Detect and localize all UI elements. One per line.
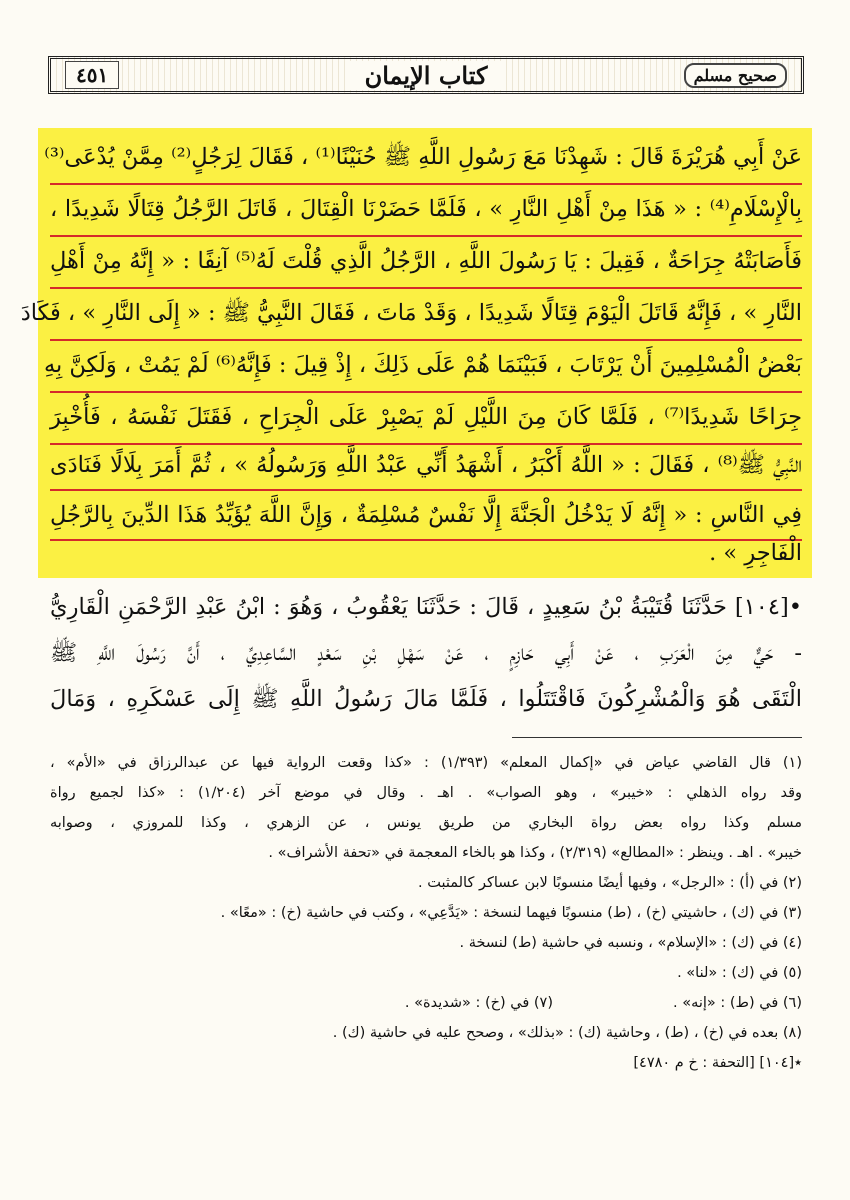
footnote-1-line: وقد رواه الذهلي : «خيبر» ، وهو الصواب» . اهـ . وقال في موضع آخر (١/٢٠٤) : «كذا لجميع رواة	[50, 785, 803, 801]
hadith-line: فِي النَّاسِ : « إِنَّهُ لَا يَدْخُلُ الْجَنَّةَ إِلَّا نَفْسٌ مُسْلِمَةٌ ، وَإِنَّ اللَّهَ يُؤَيِّدُ هَذَا الدِّينَ بِالرَّجُلِ	[50, 491, 802, 541]
footnote-3: (٣) في (ك) ، حاشيتي (خ) ، (ط) منسوبًا فيهما لنسخة : «يَدَّعِي» ، وكتب في حاشية (خ) : «معًا» .	[220, 905, 802, 921]
page-header	[48, 56, 804, 94]
footnote-2: (٢) في (أ) : «الرجل» ، وفيها أيضًا منسوبًا لابن عساكر كالمثبت .	[418, 875, 802, 891]
footnote-5: (٥) في (ك) : «لنا» .	[677, 965, 802, 981]
footnote-1-line: خيبر» . اهـ . وينظر : «المطالع» (٢/٣١٩) ، وكذا هو بالخاء المعجمة في «تحفة الأشراف» .	[268, 845, 802, 861]
footnote-4: (٤) في (ك) : «الإسلام» ، ونسبه في حاشية (ط) لنسخة .	[459, 935, 802, 951]
hadith-line: عَنْ أَبِي هُرَيْرَةَ قَالَ : شَهِدْنَا مَعَ رَسُولِ اللَّهِ ﷺ حُنَيْنًا⁽¹⁾ ، فَقَالَ لِرَجُلٍ⁽²⁾ مِمَّنْ يُدْعَى⁽³⁾	[50, 131, 802, 185]
hadith-line: بَعْضُ الْمُسْلِمِينَ أَنْ يَرْتَابَ ، فَبَيْنَمَا هُمْ عَلَى ذَلِكَ ، إِذْ قِيلَ : فَإِنَّهُ⁽⁶⁾ لَمْ يَمُتْ ، وَلَكِنَّ بِهِ	[50, 339, 802, 393]
narration-line: •[١٠٤] حَدَّثَنَا قُتَيْبَةُ بْنُ سَعِيدٍ ، قَالَ : حَدَّثَنَا يَعْقُوبُ ، وَهُوَ : ابْنُ عَبْدِ الرَّحْمَنِ الْقَارِيُّ	[50, 594, 802, 620]
hadith-line: النَّبِيُّ ﷺ⁽⁸⁾ ، فَقَالَ : « اللَّهُ أَكْبَرُ ، أَشْهَدُ أَنِّي عَبْدُ اللَّهِ وَرَسُولُهُ » ، ثُمَّ أَمَرَ بِلَالًا فَنَادَى	[50, 441, 802, 491]
hadith-line: جِرَاحًا شَدِيدًا⁽⁷⁾ ، فَلَمَّا كَانَ مِنَ اللَّيْلِ لَمْ يَصْبِرْ عَلَى الْجِرَاحِ ، فَقَتَلَ نَفْسَهُ ، فَأُخْبِرَ	[50, 391, 802, 445]
footnote-7: (٧) في (خ) : «شديدة» .	[404, 995, 553, 1011]
hadith-line: بِالْإِسْلَامِ⁽⁴⁾ : « هَذَا مِنْ أَهْلِ النَّارِ » ، فَلَمَّا حَضَرْنَا الْقِتَالَ ، قَاتَلَ الرَّجُلُ قِتَالًا شَدِيدًا ،	[50, 183, 802, 237]
book-badge: صحيح مسلم	[684, 63, 787, 88]
footnote-row-6-7	[50, 989, 802, 1017]
footnote-1-line: (١) قال القاضي عياض في «إكمال المعلم» (١/٣٩٣) : «كذا وقعت الرواية فيها عن عبدالرزاق في «الأم» ،	[50, 755, 802, 771]
hadith-line: الْفَاجِرِ » .	[709, 540, 802, 566]
hadith-line: النَّارِ » ، فَإِنَّهُ قَاتَلَ الْيَوْمَ قِتَالًا شَدِيدًا ، وَقَدْ مَاتَ ، فَقَالَ النَّبِيُّ ﷺ : « إِلَى النَّارِ » ، فَكَادَ	[50, 287, 802, 341]
footnote-divider	[512, 737, 802, 738]
narration-line: الْتَقَى هُوَ وَالْمُشْرِكُونَ فَاقْتَتَلُوا ، فَلَمَّا مَالَ رَسُولُ اللَّهِ ﷺ إِلَى عَسْكَرِهِ ، وَمَالَ	[50, 686, 802, 712]
tuhfa-reference: ٭[١٠٤] [التحفة : خ م ٤٧٨٠]	[633, 1055, 802, 1071]
page-number: ٤٥١	[65, 61, 119, 89]
chapter-title: كتاب الإيمان	[349, 61, 504, 90]
narration-line: - حَيٌّ مِنَ الْعَرَبِ ، عَنْ أَبِي حَازِمٍ ، عَنْ سَهْلِ بْنِ سَعْدٍ السَّاعِدِيِّ ، أَنَّ رَسُولَ اللَّهِ ﷺ	[50, 640, 802, 666]
footnote-6: (٦) في (ط) : «إنه» .	[673, 995, 802, 1011]
footnote-8: (٨) بعده في (خ) ، (ط) ، وحاشية (ك) : «بذلك» ، وصحح عليه في حاشية (ك) .	[332, 1025, 802, 1041]
footnote-1-line: مسلم وكذا رواه بعض رواة البخاري من طريق يونس ، عن الزهري ، وكذا للمروزي ، وصوابه	[50, 815, 802, 831]
hadith-line: فَأَصَابَتْهُ جِرَاحَةٌ ، فَقِيلَ : يَا رَسُولَ اللَّهِ ، الرَّجُلُ الَّذِي قُلْتَ لَهُ⁽⁵⁾ آنِفًا : « إِنَّهُ مِنْ أَهْلِ	[50, 235, 802, 289]
